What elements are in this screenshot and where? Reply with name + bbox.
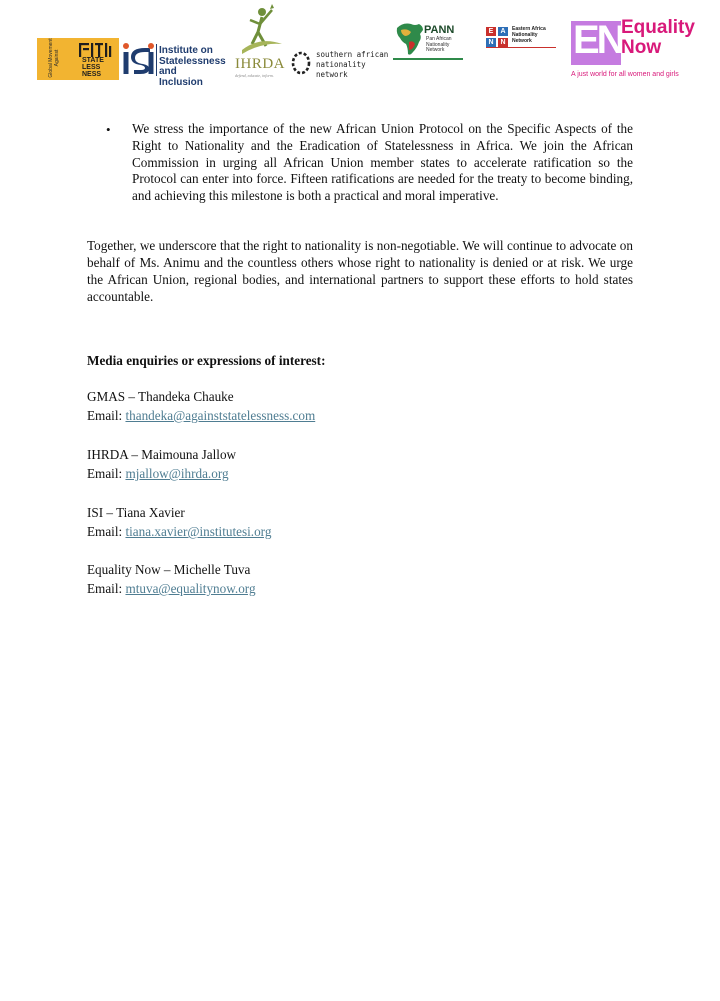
contact-block-isi (87, 503, 633, 541)
gmas-logo (37, 38, 119, 80)
contact-block-equality-now (87, 560, 633, 598)
email-link[interactable]: thandeka@againststatelessness.com (125, 408, 316, 423)
equality-now-tagline: A just world for all women and girls (571, 71, 679, 78)
contact-name: IHRDA – Maimouna Jallow (87, 447, 237, 462)
pann-wordmark: PANN (424, 24, 455, 36)
contact-name: Equality Now – Michelle Tuva (87, 562, 251, 577)
eann-cell-a: A (498, 27, 508, 36)
contact-name: GMAS – Thandeka Chauke (87, 389, 234, 404)
eann-cell-e: E (486, 27, 496, 36)
sann-ring-icon (290, 50, 312, 76)
contact-name: ISI – Tiana Xavier (87, 505, 185, 520)
africa-map-icon (393, 20, 427, 58)
eann-letter-grid (486, 27, 510, 47)
media-enquiries-heading: Media enquiries or expressions of interest: (87, 353, 326, 368)
isi-logo-icon (121, 40, 155, 78)
bullet-text: We stress the importance of the new African Union Protocol on the Specific Aspects of the Right to Nationality and the Eradication of Statelessness in Africa. We join the African Commission in urging all African Union member states to accelerate ratification so the Protocol can enter into force. Fifteen ratifications are needed for the treaty to become binding, and achieving this milestone is both a practical and moral imperative. (132, 121, 633, 204)
contact-email-line: Email: mtuva@equalitynow.org (87, 581, 256, 596)
eann-cell-n2: N (498, 38, 508, 47)
equality-now-wordmark: Equality Now (621, 17, 695, 58)
ihrda-wordmark: IHRDA (235, 56, 285, 72)
sann-logo-name: southern african nationality network (316, 50, 389, 79)
gmas-vertical-text: Global Movement Against (48, 38, 60, 78)
bullet-marker: • (106, 122, 111, 137)
contact-email-line: Email: mjallow@ihrda.org (87, 466, 229, 481)
email-link[interactable]: tiana.xavier@institutesi.org (125, 524, 272, 539)
bullet-item (107, 121, 633, 205)
email-link[interactable]: mjallow@ihrda.org (125, 466, 229, 481)
ihrda-tagline: defend, educate, inform. (235, 73, 274, 78)
pann-subtitle: Pan African Nationality Network (426, 36, 452, 53)
contact-email-line: Email: thandeka@againststatelessness.com (87, 408, 316, 423)
contact-email-line: Email: tiana.xavier@institutesi.org (87, 524, 272, 539)
closing-paragraph: Together, we underscore that the right to nationality is non-negotiable. We will continue to advocate on behalf of Ms. Animu and the countless others whose right to nationality is denied or at risk. We urge the African Union, regional bodies, and international partners to support these efforts to hold states accountable. (87, 238, 633, 304)
eann-underline (486, 47, 556, 48)
partner-logos-header (0, 0, 720, 90)
equality-now-monogram: EN (573, 18, 623, 62)
isi-divider (156, 44, 157, 76)
pann-underline (393, 58, 463, 60)
contact-block-gmas (87, 387, 633, 425)
email-link[interactable]: mtuva@equalitynow.org (125, 581, 256, 596)
eann-logo-name: Eastern Africa Nationality Network (512, 26, 546, 44)
contact-block-ihrda (87, 445, 633, 483)
isi-logo-name: Institute on Statelessness and Inclusion (159, 45, 226, 88)
ihrda-figure-icon (236, 2, 284, 58)
eann-cell-n1: N (486, 38, 496, 47)
gmas-wordmark: STATE LESS NESS (82, 57, 104, 78)
